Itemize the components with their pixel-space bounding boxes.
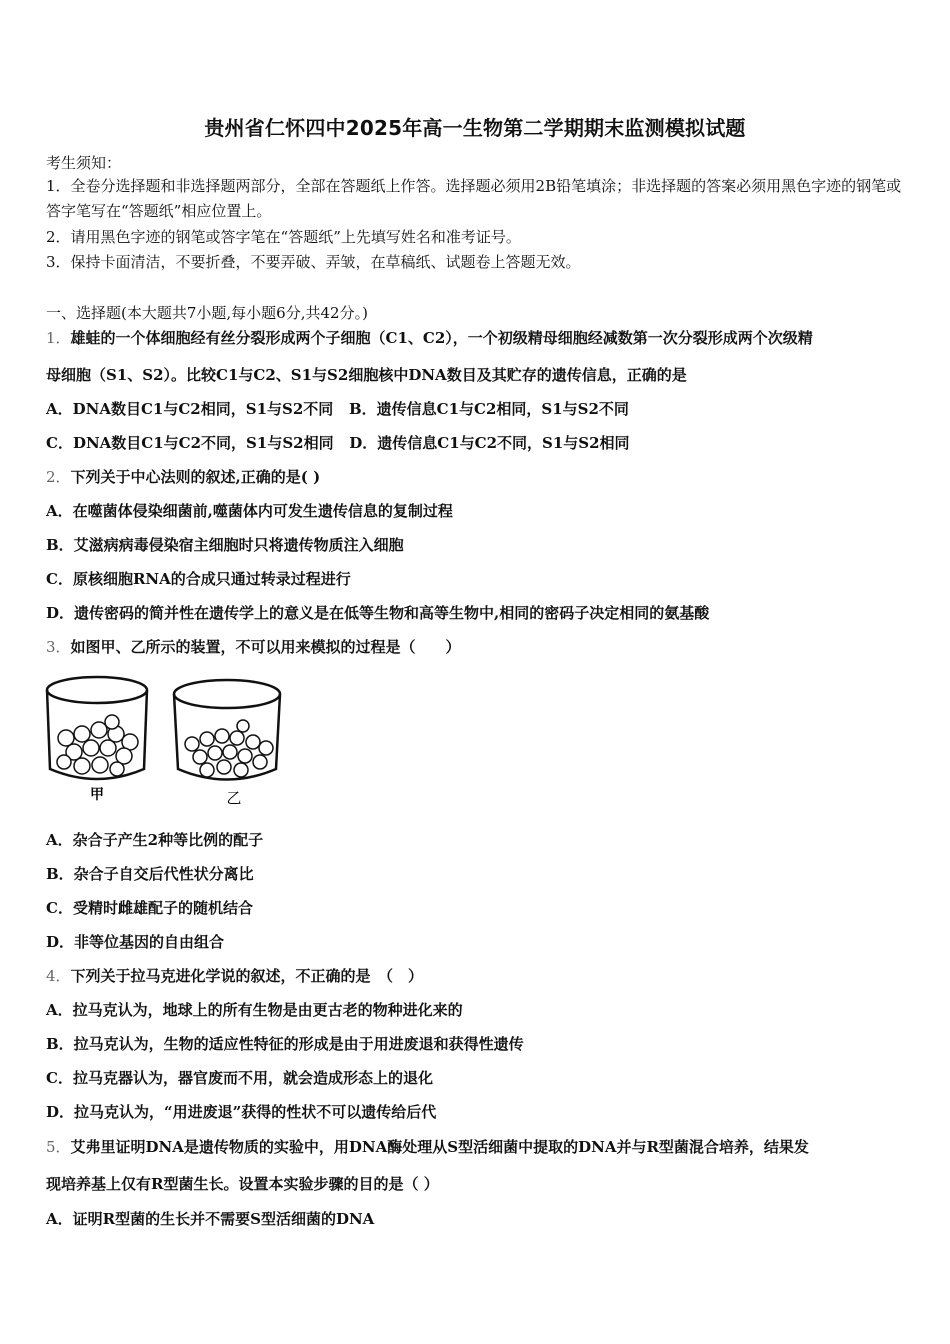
question-2-stem: [46, 466, 320, 487]
question-1-options-cd: C．DNA数目C1与C2不同，S1与S2相同 D．遗传信息C1与C2不同，S1与S2相同: [46, 434, 630, 452]
question-3-stem: [46, 636, 461, 657]
question-5-option-a: A．证明R型菌的生长并不需要S型活细菌的DNA: [46, 1210, 375, 1228]
question-3-stem-text: 如图甲、乙所示的装置，不可以用来模拟的过程是（ ）: [70, 638, 461, 656]
question-1-options-ab: A．DNA数目C1与C2相同，S1与S2不同 B．遗传信息C1与C2相同，S1与S2不同: [46, 400, 629, 418]
question-4-stem: [46, 965, 423, 986]
notice-heading: 考生须知：: [46, 154, 122, 172]
page-title: 贵州省仁怀四中2025年高一生物第二学期期末监测模拟试题: [204, 116, 746, 140]
question-1-number: 1．: [46, 329, 71, 347]
question-4-option-c: C．拉马克器认为，器官废而不用，就会造成形态上的退化: [46, 1069, 433, 1087]
question-3-option-c: C．受精时雌雄配子的随机结合: [46, 899, 253, 917]
question-2-option-b: B．艾滋病病毒侵染宿主细胞时只将遗传物质注入细胞: [46, 536, 404, 554]
notice-item-2: 2．请用黑色字迹的钢笔或答字笔在“答题纸”上先填写姓名和准考证号。: [46, 228, 521, 246]
section-heading: 一、选择题(本大题共7小题,每小题6分,共42分。): [46, 304, 368, 322]
question-3-option-a: A．杂合子产生2种等比例的配子: [46, 831, 264, 849]
question-2-stem-text: 下列关于中心法则的叙述,正确的是( ): [70, 468, 321, 486]
question-4-option-a: A．拉马克认为，地球上的所有生物是由更古老的物种进化来的: [46, 1001, 463, 1019]
question-4-stem-text: 下列关于拉马克进化学说的叙述，不正确的是 （ ）: [70, 967, 424, 985]
question-5-stem: [46, 1136, 809, 1157]
question-5-stem-line1: 艾弗里证明DNA是遗传物质的实验中，用DNA酶处理从S型活细菌中提取的DNA并与R型菌混合培养，结果发: [70, 1138, 809, 1156]
question-4-option-d: D．拉马克认为，“用进废退”获得的性状不可以遗传给后代: [46, 1103, 437, 1121]
question-2-number: 2．: [46, 468, 71, 486]
figure-label-jia: 甲: [90, 787, 104, 803]
balls-jia: [57, 715, 138, 776]
question-5-stem-line2: 现培养基上仅有R型菌生长。设置本实验步骤的目的是（ ）: [46, 1175, 439, 1193]
question-2-option-d: D．遗传密码的简并性在遗传学上的意义是在低等生物和高等生物中,相同的密码子决定相同的氨基酸: [46, 604, 710, 622]
question-2-option-a: A．在噬菌体侵染细菌前,噬菌体内可发生遗传信息的复制过程: [46, 502, 453, 520]
question-1-stem-line2: 母细胞（S1、S2）。比较C1与C2、S1与S2细胞核中DNA数目及其贮存的遗传信息，正确的是: [46, 366, 687, 384]
question-3-option-d: D．非等位基因的自由组合: [46, 933, 225, 951]
question-3-option-b: B．杂合子自交后代性状分离比: [46, 865, 254, 883]
question-3-figure: [44, 672, 289, 807]
notice-item-1: 1．全卷分选择题和非选择题两部分，全部在答题纸上作答。选择题必须用2B铅笔填涂；非选择题的答案必须用黑色字迹的钢笔或答字笔写在“答题纸”相应位置上。: [46, 177, 902, 220]
question-2-option-c: C．原核细胞RNA的合成只通过转录过程进行: [46, 570, 351, 588]
notice-item-3: 3．保持卡面清洁，不要折叠，不要弄破、弄皱，在草稿纸、试题卷上答题无效。: [46, 253, 581, 271]
question-1-stem-line1: 雄蛙的一个体细胞经有丝分裂形成两个子细胞（C1、C2），一个初级精母细胞经减数第一次分裂形成两个次级精: [70, 329, 813, 347]
question-4-option-b: B．拉马克认为，生物的适应性特征的形成是由于用进废退和获得性遗传: [46, 1035, 524, 1053]
question-1-stem: [46, 327, 813, 348]
question-5-number: 5．: [46, 1138, 71, 1156]
balls-yi: [185, 720, 273, 777]
figure-label-yi: 乙: [226, 789, 242, 807]
question-3-number: 3．: [46, 638, 71, 656]
question-4-number: 4．: [46, 967, 71, 985]
